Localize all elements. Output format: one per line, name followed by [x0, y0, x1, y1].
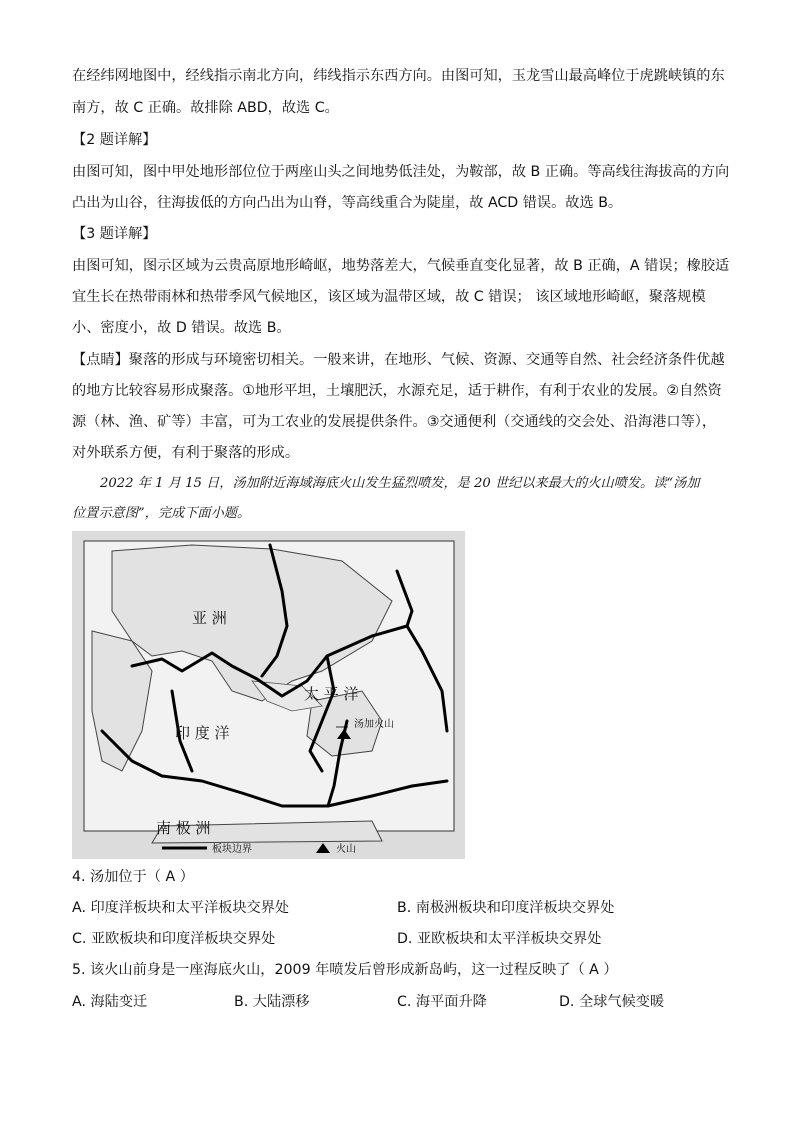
section-heading-q2: 【2 题详解】 — [72, 132, 157, 148]
label-asia: 亚 洲 — [192, 609, 227, 627]
q4-option-d: D. 亚欧板块和太平洋板块交界处 — [397, 931, 602, 947]
label-tonga-volcano: 汤加火山 — [354, 719, 394, 730]
legend-volcano-label: 火山 — [336, 844, 356, 855]
tip-text-line: 的地方比较容易形成聚落。①地形平坦，土壤肥沃，水源充足，适于耕作，有利于农业的发展。②自然资 — [72, 383, 722, 399]
legend-boundary-label: 板块边界 — [212, 844, 252, 855]
answer-text-line: 宜生长在热带雨林和热带季风气候地区，该区域为温带区域，故 C 错误； 该区域地形崎岖，聚落规模 — [72, 289, 706, 305]
q4-option-c: C. 亚欧板块和印度洋板块交界处 — [72, 931, 276, 947]
label-antarctica: 南 极 洲 — [156, 819, 211, 837]
q5-option-d: D. 全球气候变暖 — [559, 994, 665, 1010]
q5-option-a: A. 海陆变迁 — [72, 994, 148, 1010]
tip-text-line: 【点睛】聚落的形成与环境密切相关。一般来讲，在地形、气候、资源、交通等自然、社会经济条件优越 — [72, 352, 725, 368]
q4-option-a: A. 印度洋板块和太平洋板块交界处 — [72, 900, 290, 916]
question-5-stem: 5. 该火山前身是一座海底火山，2009 年喷发后曾形成新岛屿，这一过程反映了（ A ） — [72, 962, 618, 978]
section-heading-q3: 【3 题详解】 — [72, 226, 157, 242]
q5-option-c: C. 海平面升降 — [397, 994, 487, 1010]
label-indian-ocean: 印 度 洋 — [175, 724, 230, 742]
answer-text-line: 南方，故 C 正确。故排除 ABD，故选 C。 — [72, 100, 339, 116]
answer-text-line: 由图可知，图示区域为云贵高原地形崎岖，地势落差大，气候垂直变化显著，故 B 正确，A 错误；橡胶适 — [72, 258, 730, 274]
q5-option-b: B. 大陆漂移 — [234, 994, 310, 1010]
answer-text-line: 凸出为山谷，往海拔低的方向凸出为山脊，等高线重合为陡崖，故 ACD 错误。故选 B。 — [72, 195, 623, 211]
question-intro-line: 2022 年 1 月 15 日，汤加附近海域海底火山发生猛烈喷发，是 20 世纪以来最大的火山喷发。读“汤加 — [100, 476, 700, 491]
label-pacific: 太 平 洋 — [304, 685, 359, 703]
question-intro-line: 位置示意图”，完成下面小题。 — [72, 506, 251, 521]
answer-text-line: 在经纬网地图中，经线指示南北方向，纬线指示东西方向。由图可知，玉龙雪山最高峰位于虎跳峡镇的东 — [72, 68, 725, 84]
answer-text-line: 小、密度小，故 D 错误。故选 B。 — [72, 320, 291, 336]
tip-text-line: 源（林、渔、矿等）丰富，可为工农业的发展提供条件。③交通便利（交通线的交会处、沿海港口等）， — [72, 414, 717, 430]
tonga-location-map — [72, 531, 465, 859]
answer-text-line: 由图可知，图中甲处地形部位位于两座山头之间地势低洼处，为鞍部，故 B 正确。等高线往海拔高的方向 — [72, 164, 730, 180]
tip-text-line: 对外联系方便，有利于聚落的形成。 — [72, 445, 300, 461]
question-4-stem: 4. 汤加位于（ A ） — [72, 869, 194, 885]
q4-option-b: B. 南极洲板块和印度洋板块交界处 — [397, 900, 615, 916]
